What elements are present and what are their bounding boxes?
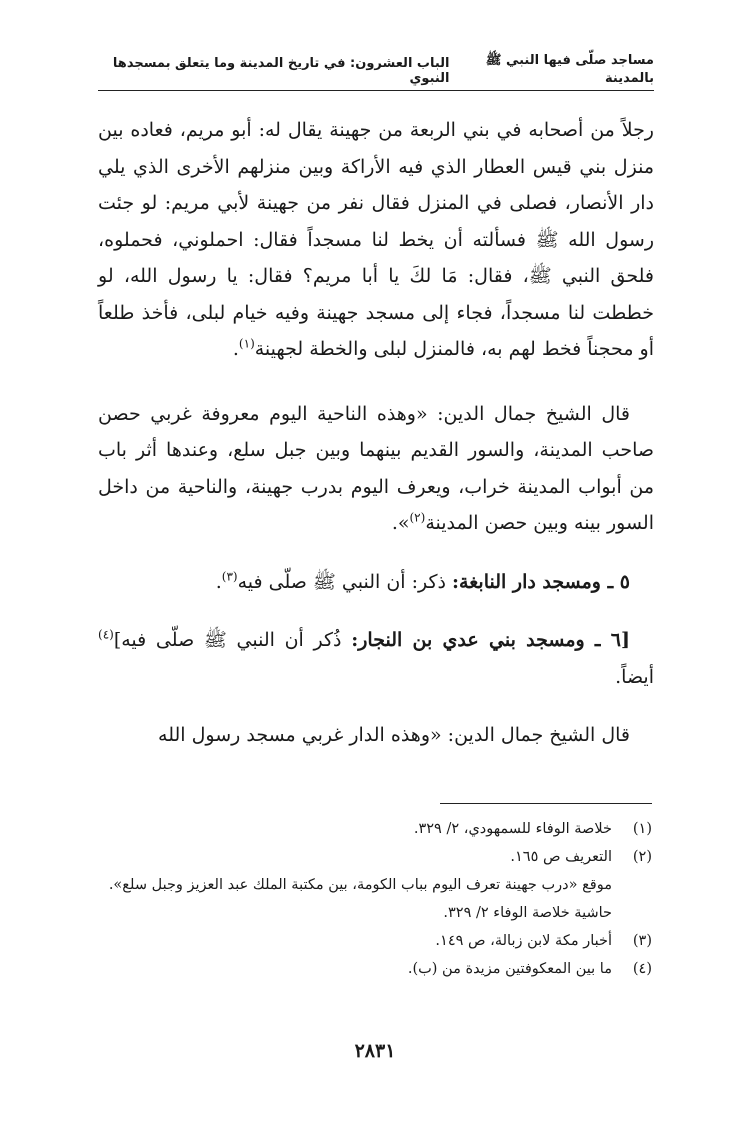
section-heading-5: ٥ ـ ومسجد دار النابغة: (452, 570, 630, 593)
header-rule (98, 90, 654, 91)
section-heading-6: [٦ ـ ومسجد بني عدي بن النجار: (351, 629, 630, 651)
paragraph-5: قال الشيخ جمال الدين: «وهذه الدار غربي مسجد رسول الله (158, 724, 630, 746)
footnote-item: (٤) ما بين المعكوفتين مزيدة من (ب). (407, 961, 652, 977)
footnote-ref-2[interactable]: (٢) (409, 510, 426, 525)
paragraph-3: ٥ ـ ومسجد دار النابغة: ذكر: أن النبي ﷺ صلّى فيه$^{(٣)}$. (215, 569, 630, 593)
header-chapter-title: الباب العشرون: في تاريخ المدينة وما يتعلق بمسجدها النبوي (112, 56, 450, 86)
footnotes (96, 815, 652, 983)
footnote-ref-1[interactable]: (١) (238, 336, 255, 351)
paragraph-2: قال الشيخ جمال الدين: «وهذه الناحية اليوم معروفة غربي حصن صاحب المدينة، والسور القديم بينهما وبين جبل سلع، وعندها أثر باب من أبواب المدينة خراب، ويعرف اليوم بدرب جهينة، والناحية من داخل السور بينه وبين حصن المدينة$^{(٢)}$». (98, 402, 654, 534)
footnote-item: حاشية خلاصة الوفاء ٢/ ٣٢٩. (443, 905, 612, 921)
paragraph-4: [٦ ـ ومسجد بني عدي بن النجار: ذُكر أن النبي ﷺ صلّى فيه]$^{(٤)}$ أيضاً. (98, 627, 654, 688)
paragraph-1: رجلاً من أصحابه في بني الربعة من جهينة يقال له: أبو مريم، فعاده بين منزل بني قيس العطار الذي فيه الأراكة وبين منزلهم الأخرى الذي يلي دار الأنصار، فصلى في المنزل فقال نفر من جهينة لأبي مريم: لو جئت رسول الله ﷺ فسألته أن يخط لنا مسجداً فقال: احملوني، فحملوه، فلحق النبي ﷺ، فقال: مَا لكَ يا أبا مريم؟ فقال: يا رسول الله، لو خططت لنا مسجداً، فجاء إلى مسجد جهينة وفيه خيام لبلى، فأخذ طلعاً أو محجناً فخط لهم به، فالمنزل لبلى والخطة لجهينة$^{(١)}$. (98, 119, 654, 360)
main-text (98, 112, 654, 754)
footnote-item: (٣) أخبار مكة لابن زبالة، ص ١٤٩. (435, 933, 652, 949)
footnote-item: موقع «درب جهينة تعرف اليوم بباب الكومة، بين مكتبة الملك عبد العزيز وجبل سلع». (108, 877, 612, 893)
footnote-item: (٢) التعريف ص ١٦٥. (510, 849, 652, 865)
footnote-ref-3[interactable]: (٣) (221, 569, 238, 584)
footnote-item: (١) خلاصة الوفاء للسمهودي، ٢/ ٣٢٩. (413, 821, 652, 837)
header-section-title: مساجد صلّى فيها النبي ﷺ بالمدينة (485, 53, 654, 86)
footnote-ref-4[interactable]: (٤) (98, 627, 114, 642)
running-header (98, 53, 654, 86)
footnote-rule (440, 803, 652, 804)
page-number: ٢٨٣١ (354, 1040, 396, 1062)
